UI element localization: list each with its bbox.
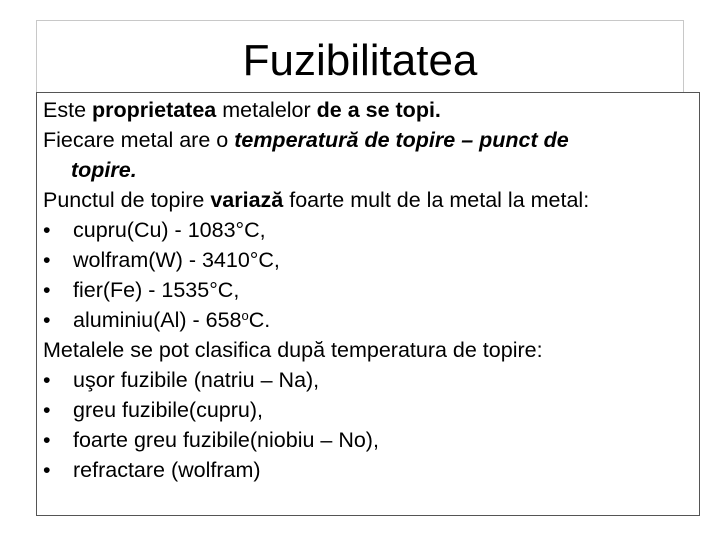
list-item — [43, 245, 695, 275]
list-item-text: uşor fuzibile (natriu – Na), — [73, 368, 320, 392]
list-item-text: foarte greu fuzibile(niobiu – No), — [73, 428, 379, 452]
list-item-text: greu fuzibile(cupru), — [73, 398, 264, 422]
bullet: • — [43, 428, 51, 452]
line-classification: Metalele se pot clasifica după temperatura de topire: — [43, 338, 543, 362]
title-box — [36, 20, 684, 92]
line-melting-point-varies — [43, 185, 695, 215]
list-item — [43, 275, 695, 305]
list-item — [43, 305, 695, 335]
bullet: • — [43, 398, 51, 422]
list-item-text: cupru(Cu) - 1083°C, — [73, 218, 266, 242]
bullet: • — [43, 368, 51, 392]
line-definition — [43, 95, 695, 125]
bullet: • — [43, 308, 51, 332]
line-each-metal-cont — [43, 155, 695, 185]
list-item — [43, 455, 695, 485]
degree-superscript: o — [241, 308, 249, 323]
content-box — [36, 92, 700, 516]
text-segment: C. — [248, 308, 271, 332]
list-item — [43, 395, 695, 425]
text-segment: foarte mult de la metal la metal: — [283, 188, 590, 212]
list-item-text: fier(Fe) - 1535°C, — [73, 278, 240, 302]
list-item-text — [73, 305, 270, 335]
text-segment: aluminiu(Al) - 658 — [73, 308, 242, 332]
bold-segment: variază — [210, 188, 284, 212]
text-segment: Fiecare metal are o — [43, 128, 235, 152]
bullet: • — [43, 218, 51, 242]
list-item — [43, 365, 695, 395]
list-item — [43, 215, 695, 245]
bullet: • — [43, 248, 51, 272]
slide-title: Fuzibilitatea — [242, 36, 478, 85]
bold-italic-segment: temperatură de topire – punct de — [234, 128, 569, 152]
bold-segment: proprietatea — [92, 98, 217, 122]
bullet: • — [43, 458, 51, 482]
list-item-text: wolfram(W) - 3410°C, — [73, 248, 280, 272]
bold-italic-segment: topire. — [71, 158, 137, 182]
list-item — [43, 425, 695, 455]
text-segment: metalelor — [216, 98, 317, 122]
list-item-text: refractare (wolfram) — [73, 458, 261, 482]
bullet: • — [43, 278, 51, 302]
text-segment: Este — [43, 98, 92, 122]
bold-segment: de a se topi. — [316, 98, 441, 122]
text-segment: Punctul de topire — [43, 188, 211, 212]
line-each-metal — [43, 125, 695, 155]
